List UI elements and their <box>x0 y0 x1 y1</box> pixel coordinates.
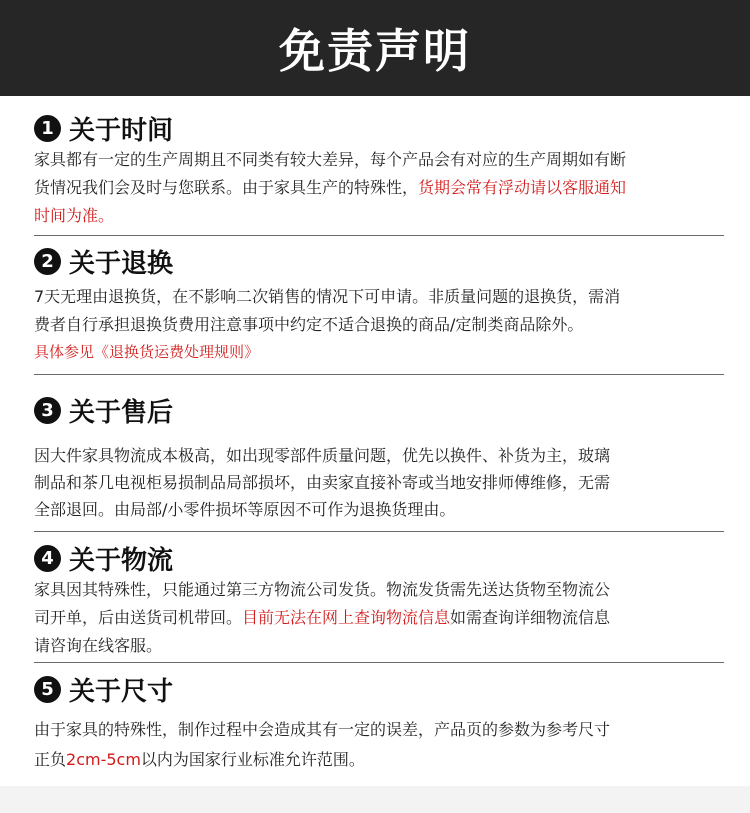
text-line: 司开单，后由送货司机带回。 <box>34 608 243 627</box>
text-line: 制品和茶几电视柜易损制品局部损坏，由卖家直接补寄或当地安排师傅维修，无需 <box>34 473 611 492</box>
text-line: 如需查询详细物流信息 <box>450 608 611 627</box>
section-title: 关于售后 <box>69 397 174 428</box>
text-line: 家具都有一定的生产周期且不同类有较大差异，每个产品会有对应的生产周期如有断 <box>34 150 627 169</box>
section-header <box>34 392 724 428</box>
text-line: 费者自行承担退换货费用注意事项中约定不适合退换的商品/定制类商品除外。 <box>34 315 584 334</box>
highlight-text: 货期会常有浮动请以客服通知 <box>418 178 627 197</box>
text-line: 7天无理由退换货，在不影响二次销售的情况下可申请。非质量问题的退换货，需消 <box>34 287 621 306</box>
header-banner <box>0 0 750 96</box>
text-line: 由于家具的特殊性，制作过程中会造成其有一定的误差，产品页的参数为参考尺寸 <box>34 720 611 739</box>
section-header <box>34 671 724 707</box>
number-badge: 1 <box>34 115 61 142</box>
text-line: 货情况我们会及时与您联系。由于家具生产的特殊性， <box>34 178 419 197</box>
divider <box>34 235 724 236</box>
divider <box>34 374 724 375</box>
returns-policy-note: 具体参见《退换货运费处理规则》 <box>34 343 260 361</box>
divider <box>34 662 724 663</box>
section-text <box>34 576 724 660</box>
text-line: 正负 <box>34 750 67 769</box>
footer-strip <box>0 786 750 813</box>
section-text <box>34 283 724 339</box>
highlight-text: 2cm-5cm <box>66 750 141 769</box>
section-time <box>34 110 724 230</box>
section-returns <box>34 243 724 365</box>
section-header <box>34 540 724 576</box>
text-line: 全部退回。由局部/小零件损坏等原因不可作为退换货理由。 <box>34 500 456 519</box>
number-badge: 4 <box>34 545 61 572</box>
text-line: 请咨询在线客服。 <box>34 636 163 655</box>
section-header <box>34 110 724 146</box>
number-badge: 2 <box>34 248 61 275</box>
page-title: 免责声明 <box>279 24 471 78</box>
text-line: 家具因其特殊性，只能通过第三方物流公司发货。物流发货需先送达货物至物流公 <box>34 580 611 599</box>
section-title: 关于物流 <box>69 545 174 576</box>
section-size <box>34 671 724 775</box>
section-text <box>34 442 724 523</box>
section-header <box>34 243 724 279</box>
highlight-text: 时间为准。 <box>34 206 115 225</box>
section-after-sales <box>34 392 724 523</box>
section-text <box>34 146 724 230</box>
number-badge: 5 <box>34 676 61 703</box>
section-title: 关于时间 <box>69 115 174 146</box>
section-title: 关于退换 <box>69 248 174 279</box>
highlight-text: 目前无法在网上查询物流信息 <box>242 608 451 627</box>
text-line: 以内为国家行业标准允许范围。 <box>140 750 365 769</box>
section-title: 关于尺寸 <box>69 676 174 707</box>
section-text <box>34 715 724 775</box>
section-logistics <box>34 540 724 660</box>
divider <box>34 531 724 532</box>
text-line: 因大件家具物流成本极高，如出现零部件质量问题，优先以换件、补货为主，玻璃 <box>34 446 611 465</box>
number-badge: 3 <box>34 397 61 424</box>
